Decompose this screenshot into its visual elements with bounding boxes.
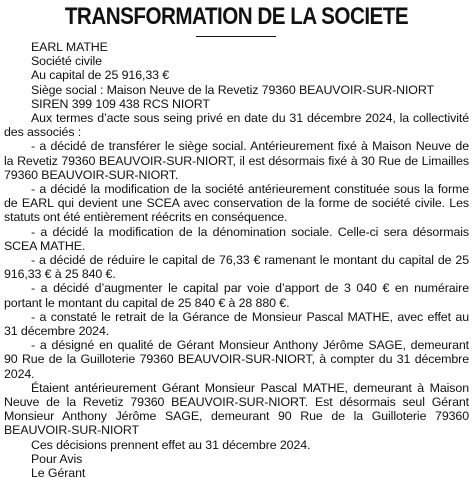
decision-transfer-office: - a décidé de transférer le siège social. Antérieurement fixé à Maison Neuve de la Revetiz 79360 BEAUVOIR-SUR-NIORT, il est désormais fixé à 30 Rue de Limailles 79360 BEAUVOIR-SUR-NIORT. bbox=[4, 139, 469, 182]
decision-increase-capital: - a décidé d’augmenter le capital par voie d’apport de 3 040 € en numéraire portant le montant du capital de 25 840 € à 28 880 €. bbox=[4, 281, 469, 310]
decision-rename: - a décidé la modification de la dénomination sociale. Celle-ci sera désormais SCEA MATHE. bbox=[4, 224, 469, 253]
intro-paragraph: Aux termes d’acte sous seing privé en date du 31 décembre 2024, la collectivité des associés : bbox=[4, 111, 469, 140]
decision-manager-withdrawal: - a constaté le retrait de la Gérance de Monsieur Pascal MATHE, avec effet au 31 décembre 2024. bbox=[4, 309, 469, 339]
siren-number: SIREN 399 109 438 RCS NIORT bbox=[31, 96, 210, 111]
decision-reduce-capital: - a décidé de réduire le capital de 76,33 € ramenant le montant du capital de 25 916,33 € à 25 840 €. bbox=[4, 253, 469, 282]
signatory: Le Gérant bbox=[31, 466, 86, 481]
registered-office: Siège social : Maison Neuve de la Revetiz 79360 BEAUVOIR-SUR-NIORT bbox=[31, 82, 434, 97]
company-capital: Au capital de 25 916,33 € bbox=[31, 68, 170, 83]
decision-new-manager: - a désigné en qualité de Gérant Monsieur Anthony Jérôme SAGE, demeurant 90 Rue de la Guilloterie 79360 BEAUVOIR-SUR-NIORT, à compter du 31 décembre 2024. bbox=[4, 338, 469, 381]
title-underline bbox=[196, 36, 276, 37]
company-name: EARL MATHE bbox=[31, 40, 108, 54]
company-form: Société civile bbox=[31, 54, 102, 69]
manager-change-paragraph: Étaient antérieurement Gérant Monsieur Pascal MATHE, demeurant à Maison Neuve de la Revetiz 79360 BEAUVOIR-SUR-NIORT. Est désormais seul Gérant Monsieur Anthony Jérôme SAGE, demeurant 90 Rue de la Guilloterie 79360 BEAUVOIR-SUR-NIORT bbox=[4, 380, 469, 438]
decision-transform-company: - a décidé la modification de la société antérieurement constituée sous la forme de EARL qui devient une SCEA avec conservation de la forme de société civile. Les statuts ont été entièrement réécrits en conséquence. bbox=[4, 182, 469, 225]
sign-off: Pour Avis bbox=[31, 451, 83, 466]
effective-date: Ces décisions prennent effet au 31 décembre 2024. bbox=[31, 437, 311, 452]
notice-title: TRANSFORMATION DE LA SOCIETE bbox=[64, 3, 409, 30]
legal-notice-body bbox=[4, 40, 469, 480]
